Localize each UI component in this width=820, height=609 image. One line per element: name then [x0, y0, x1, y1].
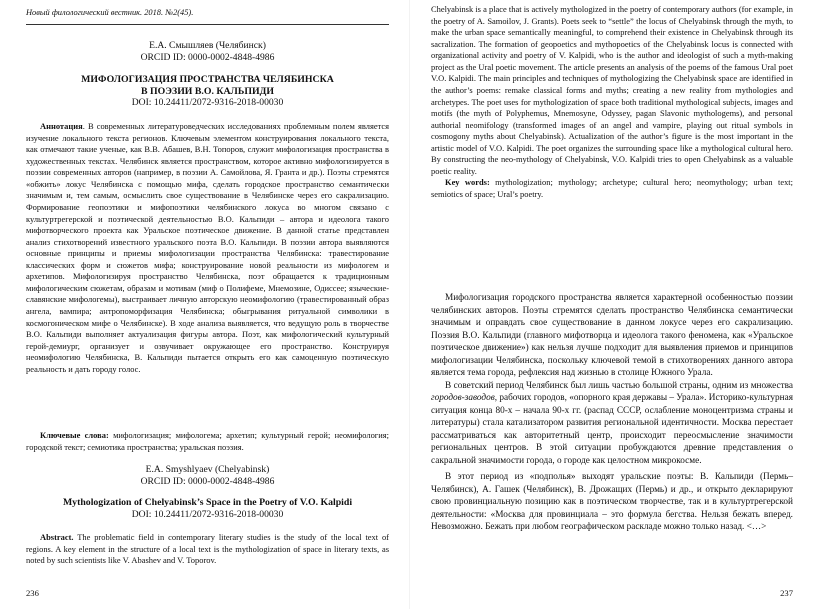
body-paragraph-1: Мифологизация городского пространства является характерной особенностью поэзии челябинских авторов. Поэты стремятся сделать пространство Челябинска семантически значимым и оправдать свое существование в данном локусе через его сакрализацию. Поэзия В.О. Кальпиди (главного мифотворца и идеолога такого феномена, как «Уральское поэтическое движение») как нельзя лучше подходит для выявления приемов и принципов мифологизации Челябинска, поскольку ключевой темой в стихотворениях данного автора является тема города, рефлексия над жизнью в столице Южного Урала. — [431, 293, 793, 378]
abstract-label-ru: Аннотация — [40, 121, 83, 131]
body-p2-part-a: В советский период Челябинск был лишь частью большой страны, одним из множества — [445, 380, 793, 391]
doi-ru: DOI: 10.24411/2072-9316-2018-00030 — [131, 97, 284, 108]
abstract-en-cont-text: Chelyabinsk is a place that is actively mythologized in the poetry of contemporary authors (for example, in the poetry of A. Samoilov, J. Grants). Poets seek to “settle” the locus of Chelyabinsk through the myth, to make the urban space semantically meaningful, to comprehend their existence in Chelyabinsk through its sacralization. The formation of geopoetics and mythopoetics of the Chelyabinsk locus is connected with organizational activity and poetry of V. Kalpidi, who is the author and ideologist of such a myth-making project as the Ural poetic movement. The article presents an analysis of the poems of the famous Ural poet V.O. Kalpidi. The main principles and techniques of mythologizing the Chelyabinsk space are identified in the author’s poems: remake classical forms and myths; creating a new reality from mythologies and archetypes. The poet uses for mythologization of space both traditional mythological subjects, images and motifs (the myth of Polyphemus, Mnemosyne, Odyssey, pagan Slavonic mythologems), and personal authorial neomifology (transformed images of an angel and vampire, playing out ritual symbols in cosmogony myths about Chelyabinsk). Actualization of the author’s figure is the most important in the artistic model of V.O. Kalpidi. The poet organizes the surrounding space like a mythological cultural hero. By constructing the neo-mythology of Chelyabinsk, V.O. Kalpidi tries to open Chelyabinsk as a valuable poetic reality. — [431, 4, 793, 176]
body-p2-italic: городов-заводов — [431, 393, 495, 403]
abstract-en-start — [26, 532, 389, 567]
keywords-text-en: mythologization; mythology; archetype; cultural hero; neomythology; urban text; semiotics of space; Ural’s poetry. — [431, 177, 793, 199]
orcid-ru: ORCID ID: 0000-0002-4848-4986 — [140, 52, 275, 63]
abstract-label-en: Abstract. — [40, 532, 74, 542]
article-body — [431, 292, 793, 534]
journal-header: Новый филологический вестник. 2018. №2(45). — [26, 8, 194, 17]
header-rule — [26, 24, 389, 25]
abstract-en-continued — [431, 4, 793, 201]
keywords-ru — [26, 430, 389, 453]
right-page — [410, 0, 820, 609]
body-paragraph-3: В этот период из «подполья» выходят уральские поэты: В. Кальпиди (Пермь–Челябинск), А. Гашек (Челябинск), В. Дрожащих (Пермь) и др., и открыто декларируют свою провинциальную позицию как в поэтическом творчестве, так и в культуртрегерской деятельности: «Москва для провинциала – это формула бегства. Нельзя бежать вперед. Невозможно. Бежать при любом географическом раскладе можно только назад. <…> — [431, 472, 793, 532]
doi-en: DOI: 10.24411/2072-9316-2018-00030 — [131, 509, 284, 520]
abstract-text-ru: . В современных литературоведческих исследованиях проблемным полем является изучение локального текста регионов. Ключевым элементом конструирования локального текста, как отмечают такие ученые, как В.В. Абашев, В.Н. Топоров, служит мифологизация пространства в художественных текстах. Челябинск является пространством, которое активно мифологизируется в поэзии современных авторов (например, в поэзии А. Самойлова, Я. Гранта и др.). Поэты стремятся «обжить» локус Челябинска с помощью мифа, сделать городское пространство семантически значимым и, тем самым, осмыслить свое существование в Челябинске через его сакрализацию. Формирование геопоэтики и мифопоэтики челябинского локуса во многом связано с культуртрегерской и поэтической деятельностью В.О. Кальпиди – автора и идеолога такого мифотворческого проекта как Уральское поэтическое движение. В данной статье представлен анализ стихотворений известного уральского поэта В.О. Кальпиди. В поэзии автора выявляются основные принципы и приемы мифологизации пространства Челябинска: травестирование классических форм и сюжетов мифа; конструирование новой реальности из мифологем и архетипов. Мифологизируя пространство Челябинска, поэт обращается к традиционным мифологическим сюжетам, образам и мотивам (миф о Полифеме, Мнемозине, Одиссее; языческие-славянские мифологемы), выстраивает личную авторскую неомифологию (травестированный образ ангела, вампира; антропоморфизация Челябинска; обыгрывания ритуальной символики в космогоническом мифе о Челябинске). В ходе анализа выявляется, что ведущую роль в творчестве В.О. Кальпиди выполняет актуализация фигуры автора. Поэт, как мифологический культурный герой-демиург, организует и озвучивает окружающее его пространство. Конструируя неомифологию Челябинска, В. Кальпиди пытается открыть его как самоценную поэтическую реальность и дать городу голос. — [26, 121, 389, 374]
body-p2-part-b: , рабочих городов, «опорного края державы – Урала». Историко-культурная ситуация конца 80-х – начала 90-х гг. (распад СССР, ослабление моноцентризма страны и литературы) стала катализатором развития региональной идентичности. Москва перестает рассматриваться как авторитетный центр, происходит переосмысление значимости региональных центров. В этой ситуации пробуждаются древние представления о сакральной значимости города, о городе как целостном микрокосме. — [431, 393, 793, 466]
keywords-text-ru: мифологизация; мифологема; архетип; культурный герой; неомифология; городской текст; семиотика пространства; уральская поэзия. — [26, 430, 389, 452]
title-ru-line2: В ПОЭЗИИ В.О. КАЛЬПИДИ — [141, 86, 274, 97]
abstract-ru — [26, 121, 389, 375]
keywords-label-en: Key words: — [445, 177, 490, 188]
author-ru: Е.А. Смышляев (Челябинск) — [149, 40, 266, 51]
keywords-label-ru: Ключевые слова: — [40, 430, 109, 440]
page-number-left: 236 — [26, 588, 39, 598]
author-en: E.A. Smyshlyaev (Chelyabinsk) — [145, 464, 270, 475]
page-number-right: 237 — [780, 588, 793, 598]
title-ru-line1: МИФОЛОГИЗАЦИЯ ПРОСТРАНСТВА ЧЕЛЯБИНСКА — [81, 74, 334, 85]
body-paragraph-2 — [431, 380, 793, 468]
keywords-en — [431, 177, 793, 200]
orcid-en: ORCID ID: 0000-0002-4848-4986 — [140, 476, 275, 487]
abstract-text-en: The problematic field in contemporary literary studies is the study of the local text of regions. A key element in the structure of a local text is the mythologization of space in literary texts, as noted by such scientists like V. Abashev and V. Toporov. — [26, 532, 389, 566]
title-en: Mythologization of Chelyabinsk’s Space in the Poetry of V.O. Kalpidi — [62, 497, 353, 508]
